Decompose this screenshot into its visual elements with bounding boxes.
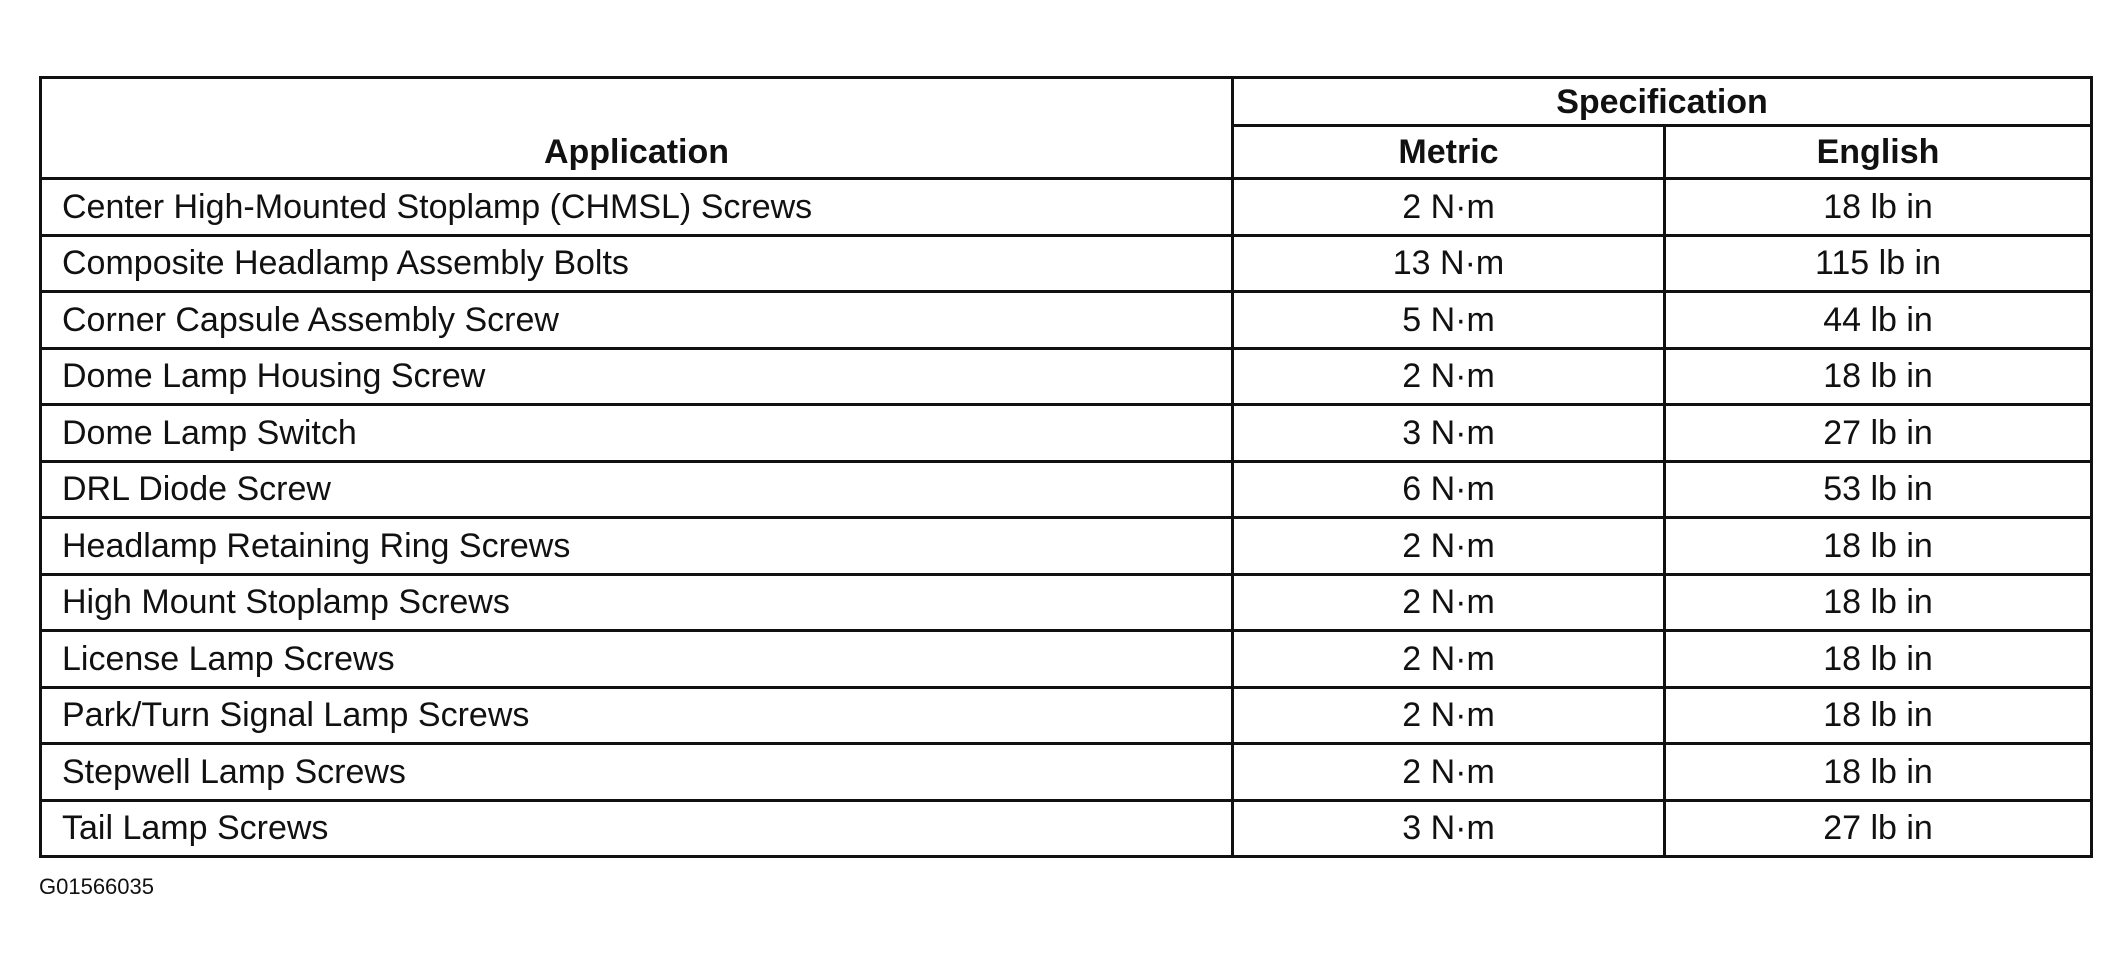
table-row — [41, 687, 2092, 744]
english-cell: 18 lb in — [1665, 574, 2092, 631]
application-cell: Park/Turn Signal Lamp Screws — [41, 687, 1233, 744]
table-row — [41, 348, 2092, 405]
english-cell: 18 lb in — [1665, 744, 2092, 801]
metric-cell: 3 N·m — [1233, 800, 1665, 857]
metric-cell: 3 N·m — [1233, 405, 1665, 462]
application-cell: Center High-Mounted Stoplamp (CHMSL) Screws — [41, 179, 1233, 236]
metric-cell: 2 N·m — [1233, 518, 1665, 575]
figure-id: G01566035 — [39, 874, 154, 899]
table-row — [41, 518, 2092, 575]
english-cell: 18 lb in — [1665, 518, 2092, 575]
application-cell: Tail Lamp Screws — [41, 800, 1233, 857]
table-row — [41, 800, 2092, 857]
fastener-spec-table — [39, 76, 2093, 858]
metric-cell: 5 N·m — [1233, 292, 1665, 349]
english-cell: 27 lb in — [1665, 405, 2092, 462]
table-row — [41, 179, 2092, 236]
metric-cell: 2 N·m — [1233, 687, 1665, 744]
english-cell: 18 lb in — [1665, 687, 2092, 744]
english-cell: 18 lb in — [1665, 179, 2092, 236]
table-row — [41, 631, 2092, 688]
english-cell: 115 lb in — [1665, 235, 2092, 292]
metric-cell: 13 N·m — [1233, 235, 1665, 292]
english-cell: 53 lb in — [1665, 461, 2092, 518]
metric-cell: 2 N·m — [1233, 744, 1665, 801]
table-row — [41, 744, 2092, 801]
table-row — [41, 574, 2092, 631]
application-cell: Corner Capsule Assembly Screw — [41, 292, 1233, 349]
metric-cell: 2 N·m — [1233, 631, 1665, 688]
application-cell: Composite Headlamp Assembly Bolts — [41, 235, 1233, 292]
application-cell: Stepwell Lamp Screws — [41, 744, 1233, 801]
metric-cell: 2 N·m — [1233, 348, 1665, 405]
application-cell: License Lamp Screws — [41, 631, 1233, 688]
english-header: English — [1665, 126, 2092, 179]
english-cell: 18 lb in — [1665, 348, 2092, 405]
metric-header: Metric — [1233, 126, 1665, 179]
metric-cell: 2 N·m — [1233, 574, 1665, 631]
application-cell: High Mount Stoplamp Screws — [41, 574, 1233, 631]
table-row — [41, 461, 2092, 518]
specification-header: Specification — [1233, 78, 2092, 126]
metric-cell: 2 N·m — [1233, 179, 1665, 236]
table-row — [41, 292, 2092, 349]
english-cell: 18 lb in — [1665, 631, 2092, 688]
application-cell: DRL Diode Screw — [41, 461, 1233, 518]
table-row — [41, 405, 2092, 462]
metric-cell: 6 N·m — [1233, 461, 1665, 518]
table-row — [41, 235, 2092, 292]
application-cell: Headlamp Retaining Ring Screws — [41, 518, 1233, 575]
english-cell: 44 lb in — [1665, 292, 2092, 349]
table-body — [41, 179, 2092, 857]
english-cell: 27 lb in — [1665, 800, 2092, 857]
application-header: Application — [41, 78, 1233, 179]
application-cell: Dome Lamp Switch — [41, 405, 1233, 462]
application-cell: Dome Lamp Housing Screw — [41, 348, 1233, 405]
